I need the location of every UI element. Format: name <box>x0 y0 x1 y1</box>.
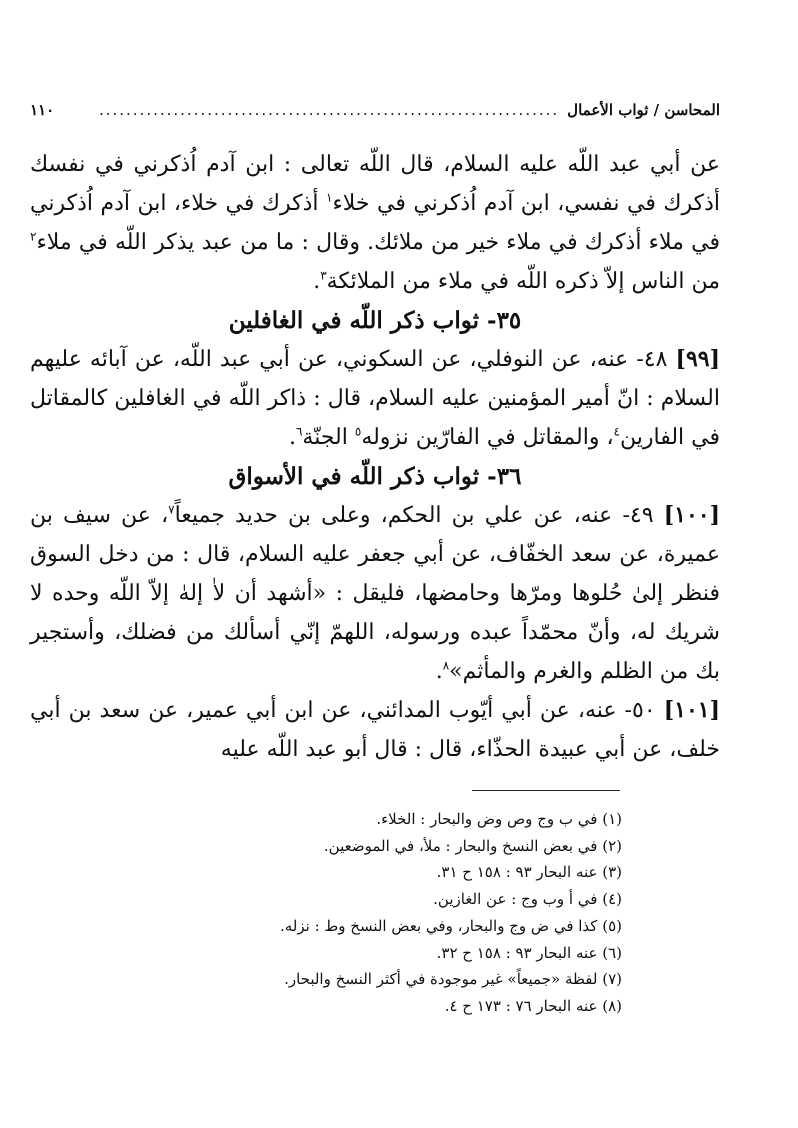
section-36-heading: ٣٦- ثواب ذكر اللّه في الأسواق <box>228 463 522 490</box>
page-number: ١١٠ <box>30 101 55 119</box>
footnote-ref: ٥ <box>354 424 362 439</box>
hadith-number: [١٠٠] <box>663 502 721 528</box>
footnote-item: (٨) عنه البحار ٧٦ : ١٧٣ ح ٤. <box>444 996 622 1015</box>
footnote-ref: ٦ <box>295 424 303 439</box>
footnote-item: (٢) في بعض النسخ والبحار : ملأ، في الموضعين. <box>323 836 622 855</box>
footnote-ref: ٧ <box>168 502 175 517</box>
footnotes <box>30 806 622 1020</box>
header-title: المحاسن / ثواب الأعمال <box>567 101 720 119</box>
main-text <box>30 145 720 769</box>
section-35-heading: ٣٥- ثواب ذكر اللّه في الغافلين <box>228 307 522 334</box>
footnote-ref: ٨ <box>442 658 450 673</box>
footnote-item: (٤) في أ وب وج : عن الغازين. <box>433 890 622 909</box>
running-header <box>30 95 720 125</box>
footnote-item: (١) في ب وج وص وض والبحار : الخلاء. <box>376 810 622 828</box>
section-34-continuation: عن أبي عبد اللّه عليه السلام، قال اللّه تعالى : ابن آدم اُذكرني في نفسك أذكرك في نفسي، ابن آدم اُذكرني في خلاء$^١$ أذكرك في خلاء، ابن آدم اُذكرني في ملاء أذكرك في ملاء خير من ملائك. وقال : ما من عبد يذكر اللّه في ملاء$^٢$ من الناس إلاّ ذكره اللّه في ملاء من الملائكة$^٣$. <box>30 152 720 294</box>
header-leader-dots: .................................................................... <box>98 101 560 119</box>
footnote-item: (٣) عنه البحار ٩٣ : ١٥٨ ح ٣١. <box>436 863 622 882</box>
footnote-separator <box>472 790 620 791</box>
hadith-number: [١٠١] <box>663 697 720 723</box>
footnote-ref: ٢ <box>30 229 37 244</box>
footnote-ref: ٤ <box>613 424 620 439</box>
footnote-ref: ١ <box>326 190 333 205</box>
footnote-item: (٧) لفظة «جميعاً» غير موجودة في أكثر النسخ والبحار. <box>284 970 622 989</box>
hadith-101: [١٠١] ٥٠- عنه، عن أبي أيّوب المدائني، عن ابن أبي عمير، عن سعد بن أبي خلف، عن أبي عبيدة الحذّاء، قال : قال أبو عبد اللّه عليه <box>30 697 720 762</box>
hadith-100: [١٠٠] ٤٩- عنه، عن علي بن الحكم، وعلى بن حديد جميعاً$^٧$، عن سيف بن عميرة، عن سعد الخفّاف، عن أبي جعفر عليه السلام، قال : من دخل السوق فنظر إلىٰ حُلوها ومرّها وحامضها، فليقل : «أشهد أن لاٰ إلهٰ إلاّ اللّه وحده لا شريك له، وأنّ محمّداً عبده ورسوله، اللهمّ إنّي أسألك من فضلك، وأستجير بك من الظلم والغرم والمأثم»$^٨$. <box>30 502 721 684</box>
footnote-item: (٦) عنه البحار ٩٣ : ١٥٨ ح ٣٢. <box>436 943 622 962</box>
footnote-item: (٥) كذا في ض وج والبحار، وفي بعض النسخ وط : نزله. <box>279 916 622 935</box>
hadith-number: [٩٩] <box>675 346 720 372</box>
footnote-ref: ٣ <box>320 268 327 283</box>
hadith-99: [٩٩] ٤٨- عنه، عن النوفلي، عن السكوني، عن أبي عبد اللّه، عن آبائه عليهم السلام : انّ أمير المؤمنين عليه السلام، قال : ذاكر اللّه في الغافلين كالمقاتل في الفارين$^٤$، والمقاتل في الفارّين نزوله$^٥$ الجنّة$^٦$. <box>30 346 720 450</box>
